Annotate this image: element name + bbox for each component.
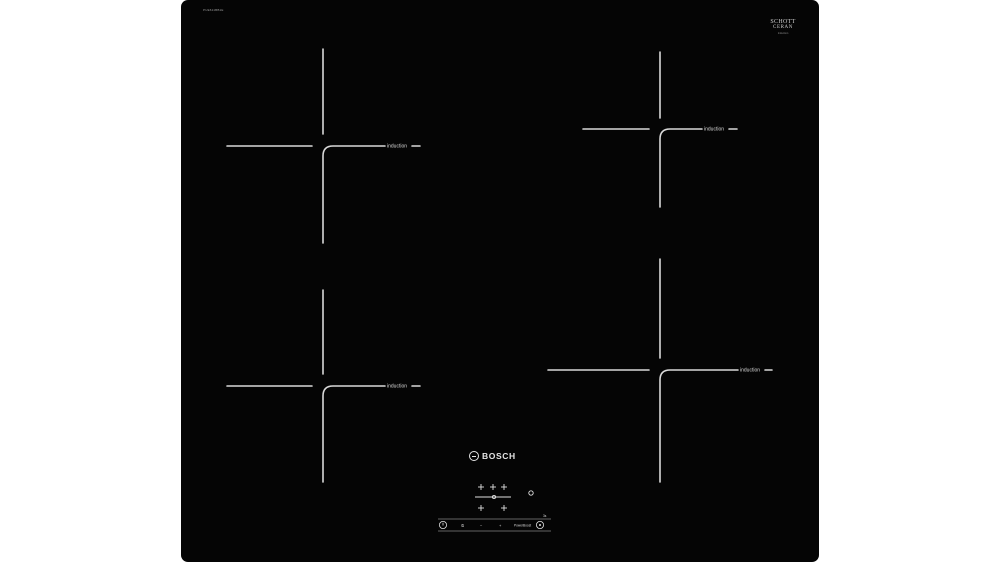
zone-4-label: induction xyxy=(740,367,761,374)
cooking-zone-4[interactable] xyxy=(548,259,772,482)
zone-2-label: induction xyxy=(387,383,408,390)
three-seconds-label: 3s xyxy=(543,514,547,518)
zone-indicators xyxy=(475,484,533,511)
cooking-zone-markings xyxy=(181,0,819,562)
plus-button[interactable]: + xyxy=(499,523,502,528)
zone-1-label: induction xyxy=(387,143,408,150)
timer-button[interactable]: ⏲ xyxy=(461,523,465,528)
power-button[interactable] xyxy=(439,521,446,528)
power-boost-button[interactable]: PowerBoost xyxy=(514,523,532,528)
ceran-text: CERAN xyxy=(773,25,793,30)
schott-text: SCHOTT xyxy=(770,19,796,25)
control-panel xyxy=(438,514,551,531)
child-lock-button[interactable] xyxy=(536,521,543,528)
induction-hob xyxy=(181,0,819,562)
brand-name: BOSCH xyxy=(482,451,516,461)
glass-subline: Induction xyxy=(777,32,789,35)
bosch-logo xyxy=(469,451,516,461)
zone-3-label: induction xyxy=(704,126,725,133)
minus-button[interactable]: − xyxy=(480,523,483,528)
bosch-armature-icon xyxy=(469,451,479,461)
model-number: PUE611BB1E xyxy=(203,8,224,12)
